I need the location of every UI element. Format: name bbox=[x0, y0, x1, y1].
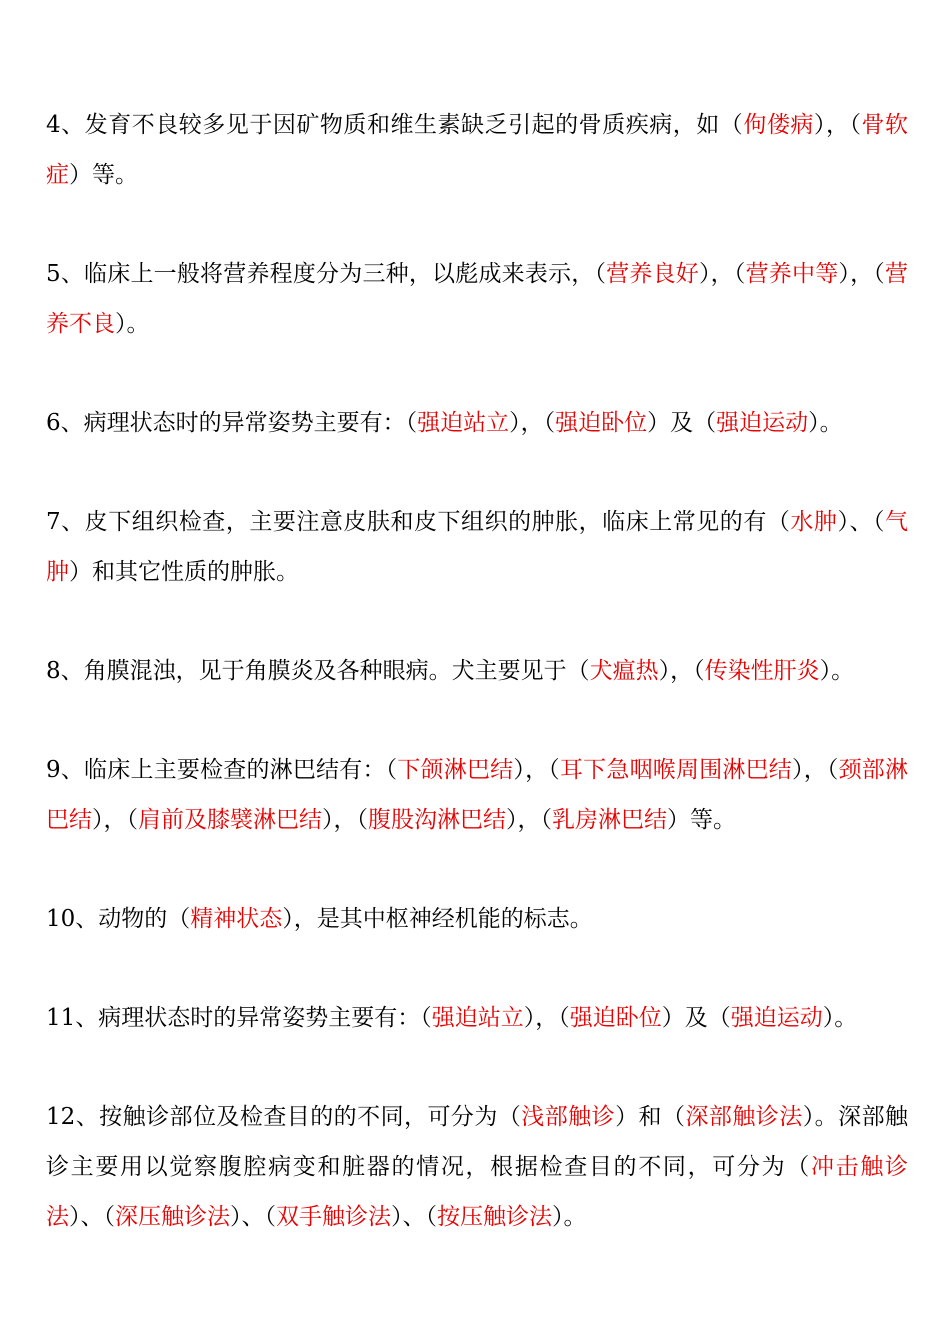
answer-text: 双手触诊法 bbox=[276, 1204, 391, 1230]
answer-text: 下颌淋巴结 bbox=[397, 757, 514, 783]
question-text: ），（ bbox=[506, 807, 552, 833]
question-text: ），（ bbox=[813, 112, 862, 138]
question-text: ），（ bbox=[92, 807, 138, 833]
question-text: 11、病理状态时的异常姿势主要有：（ bbox=[46, 1005, 432, 1031]
question-text: ），是其中枢神经机能的标志。 bbox=[282, 906, 593, 932]
answer-text: 强迫运动 bbox=[716, 410, 809, 436]
answer-text: 犬瘟热 bbox=[589, 658, 659, 684]
question-text: 9、临床上主要检查的淋巴结有：（ bbox=[46, 757, 398, 783]
answer-text: 按压触诊法 bbox=[437, 1204, 552, 1230]
question-text: ）、（ bbox=[69, 1204, 115, 1230]
answer-text: 深压触诊法 bbox=[115, 1204, 230, 1230]
answer-text: 深部触诊法 bbox=[685, 1104, 803, 1130]
question-text: ）、（ bbox=[837, 509, 886, 535]
question-text: 7、皮下组织检查，主要注意皮肤和皮下组织的肿胀，临床上常见的有（ bbox=[46, 509, 791, 535]
question-text: 8、角膜混浊，见于角膜炎及各种眼病。犬主要见于（ bbox=[46, 658, 590, 684]
document-page bbox=[46, 100, 908, 1291]
question-text: ）。 bbox=[552, 1204, 587, 1230]
question-text: ）等。 bbox=[667, 807, 736, 833]
question-text: ）。 bbox=[822, 1005, 858, 1031]
answer-text: 强迫站立 bbox=[417, 410, 510, 436]
question-item bbox=[46, 1092, 908, 1242]
answer-text: 精神状态 bbox=[190, 906, 283, 932]
question-text: ）。 bbox=[819, 658, 855, 684]
question-text: 10、动物的（ bbox=[46, 906, 191, 932]
question-item bbox=[46, 745, 908, 845]
question-item bbox=[46, 497, 908, 597]
question-text: ），（ bbox=[523, 1005, 570, 1031]
question-item bbox=[46, 894, 908, 944]
answer-text: 气肿 bbox=[46, 509, 909, 585]
answer-text: 强迫卧位 bbox=[555, 410, 648, 436]
question-text: ）。 bbox=[115, 311, 150, 337]
question-text: ）、（ bbox=[391, 1204, 437, 1230]
answer-text: 营养良好 bbox=[606, 261, 699, 287]
answer-text: 水肿 bbox=[790, 509, 838, 535]
question-text: ），（ bbox=[838, 261, 886, 287]
answer-text: 强迫运动 bbox=[730, 1005, 823, 1031]
answer-text: 颈部淋巴结 bbox=[46, 757, 909, 833]
answer-text: 冲击触诊法 bbox=[46, 1154, 909, 1230]
question-text: ），（ bbox=[322, 807, 368, 833]
answer-text: 传染性肝炎 bbox=[704, 658, 820, 684]
answer-text: 佝偻病 bbox=[743, 112, 814, 138]
answer-text: 浅部触诊 bbox=[521, 1104, 616, 1130]
question-text: 12、按触诊部位及检查目的的不同，可分为（ bbox=[46, 1104, 522, 1130]
question-text: ）及（ bbox=[661, 1005, 731, 1031]
question-text: 6、病理状态时的异常姿势主要有：（ bbox=[46, 410, 418, 436]
question-item bbox=[46, 249, 908, 349]
question-text: ），（ bbox=[513, 757, 560, 783]
question-text: ）和其它性质的肿胀。 bbox=[69, 559, 299, 585]
answer-text: 耳下急咽喉周围淋巴结 bbox=[559, 757, 792, 783]
answer-text: 营养中等 bbox=[745, 261, 839, 287]
question-text: ）和（ bbox=[615, 1104, 686, 1130]
answer-text: 腹股沟淋巴结 bbox=[368, 807, 506, 833]
question-text: 4、发育不良较多见于因矿物质和维生素缺乏引起的骨质疾病，如（ bbox=[46, 112, 744, 138]
question-text: ）。 bbox=[808, 410, 843, 436]
answer-text: 乳房淋巴结 bbox=[552, 807, 667, 833]
question-text: 5、临床上一般将营养程度分为三种，以彪成来表示，（ bbox=[46, 261, 607, 287]
question-text: ）及（ bbox=[647, 410, 717, 436]
question-text: ）、（ bbox=[230, 1204, 276, 1230]
answer-text: 骨软症 bbox=[46, 112, 909, 188]
question-text: ）。深部触诊主要用以觉察腹腔病变和脏器的情况，根据检查目的不同，可分为（ bbox=[46, 1104, 909, 1180]
answer-text: 肩前及膝襞淋巴结 bbox=[138, 807, 322, 833]
question-item bbox=[46, 398, 908, 448]
question-text: ），（ bbox=[698, 261, 746, 287]
question-item bbox=[46, 993, 908, 1043]
answer-text: 强迫卧位 bbox=[569, 1005, 662, 1031]
question-text: ）等。 bbox=[69, 162, 138, 188]
question-text: ），（ bbox=[658, 658, 705, 684]
question-item bbox=[46, 646, 908, 696]
question-text: ），（ bbox=[792, 757, 839, 783]
answer-text: 营养不良 bbox=[46, 261, 909, 337]
question-text: ），（ bbox=[509, 410, 556, 436]
question-item bbox=[46, 100, 908, 200]
answer-text: 强迫站立 bbox=[431, 1005, 524, 1031]
